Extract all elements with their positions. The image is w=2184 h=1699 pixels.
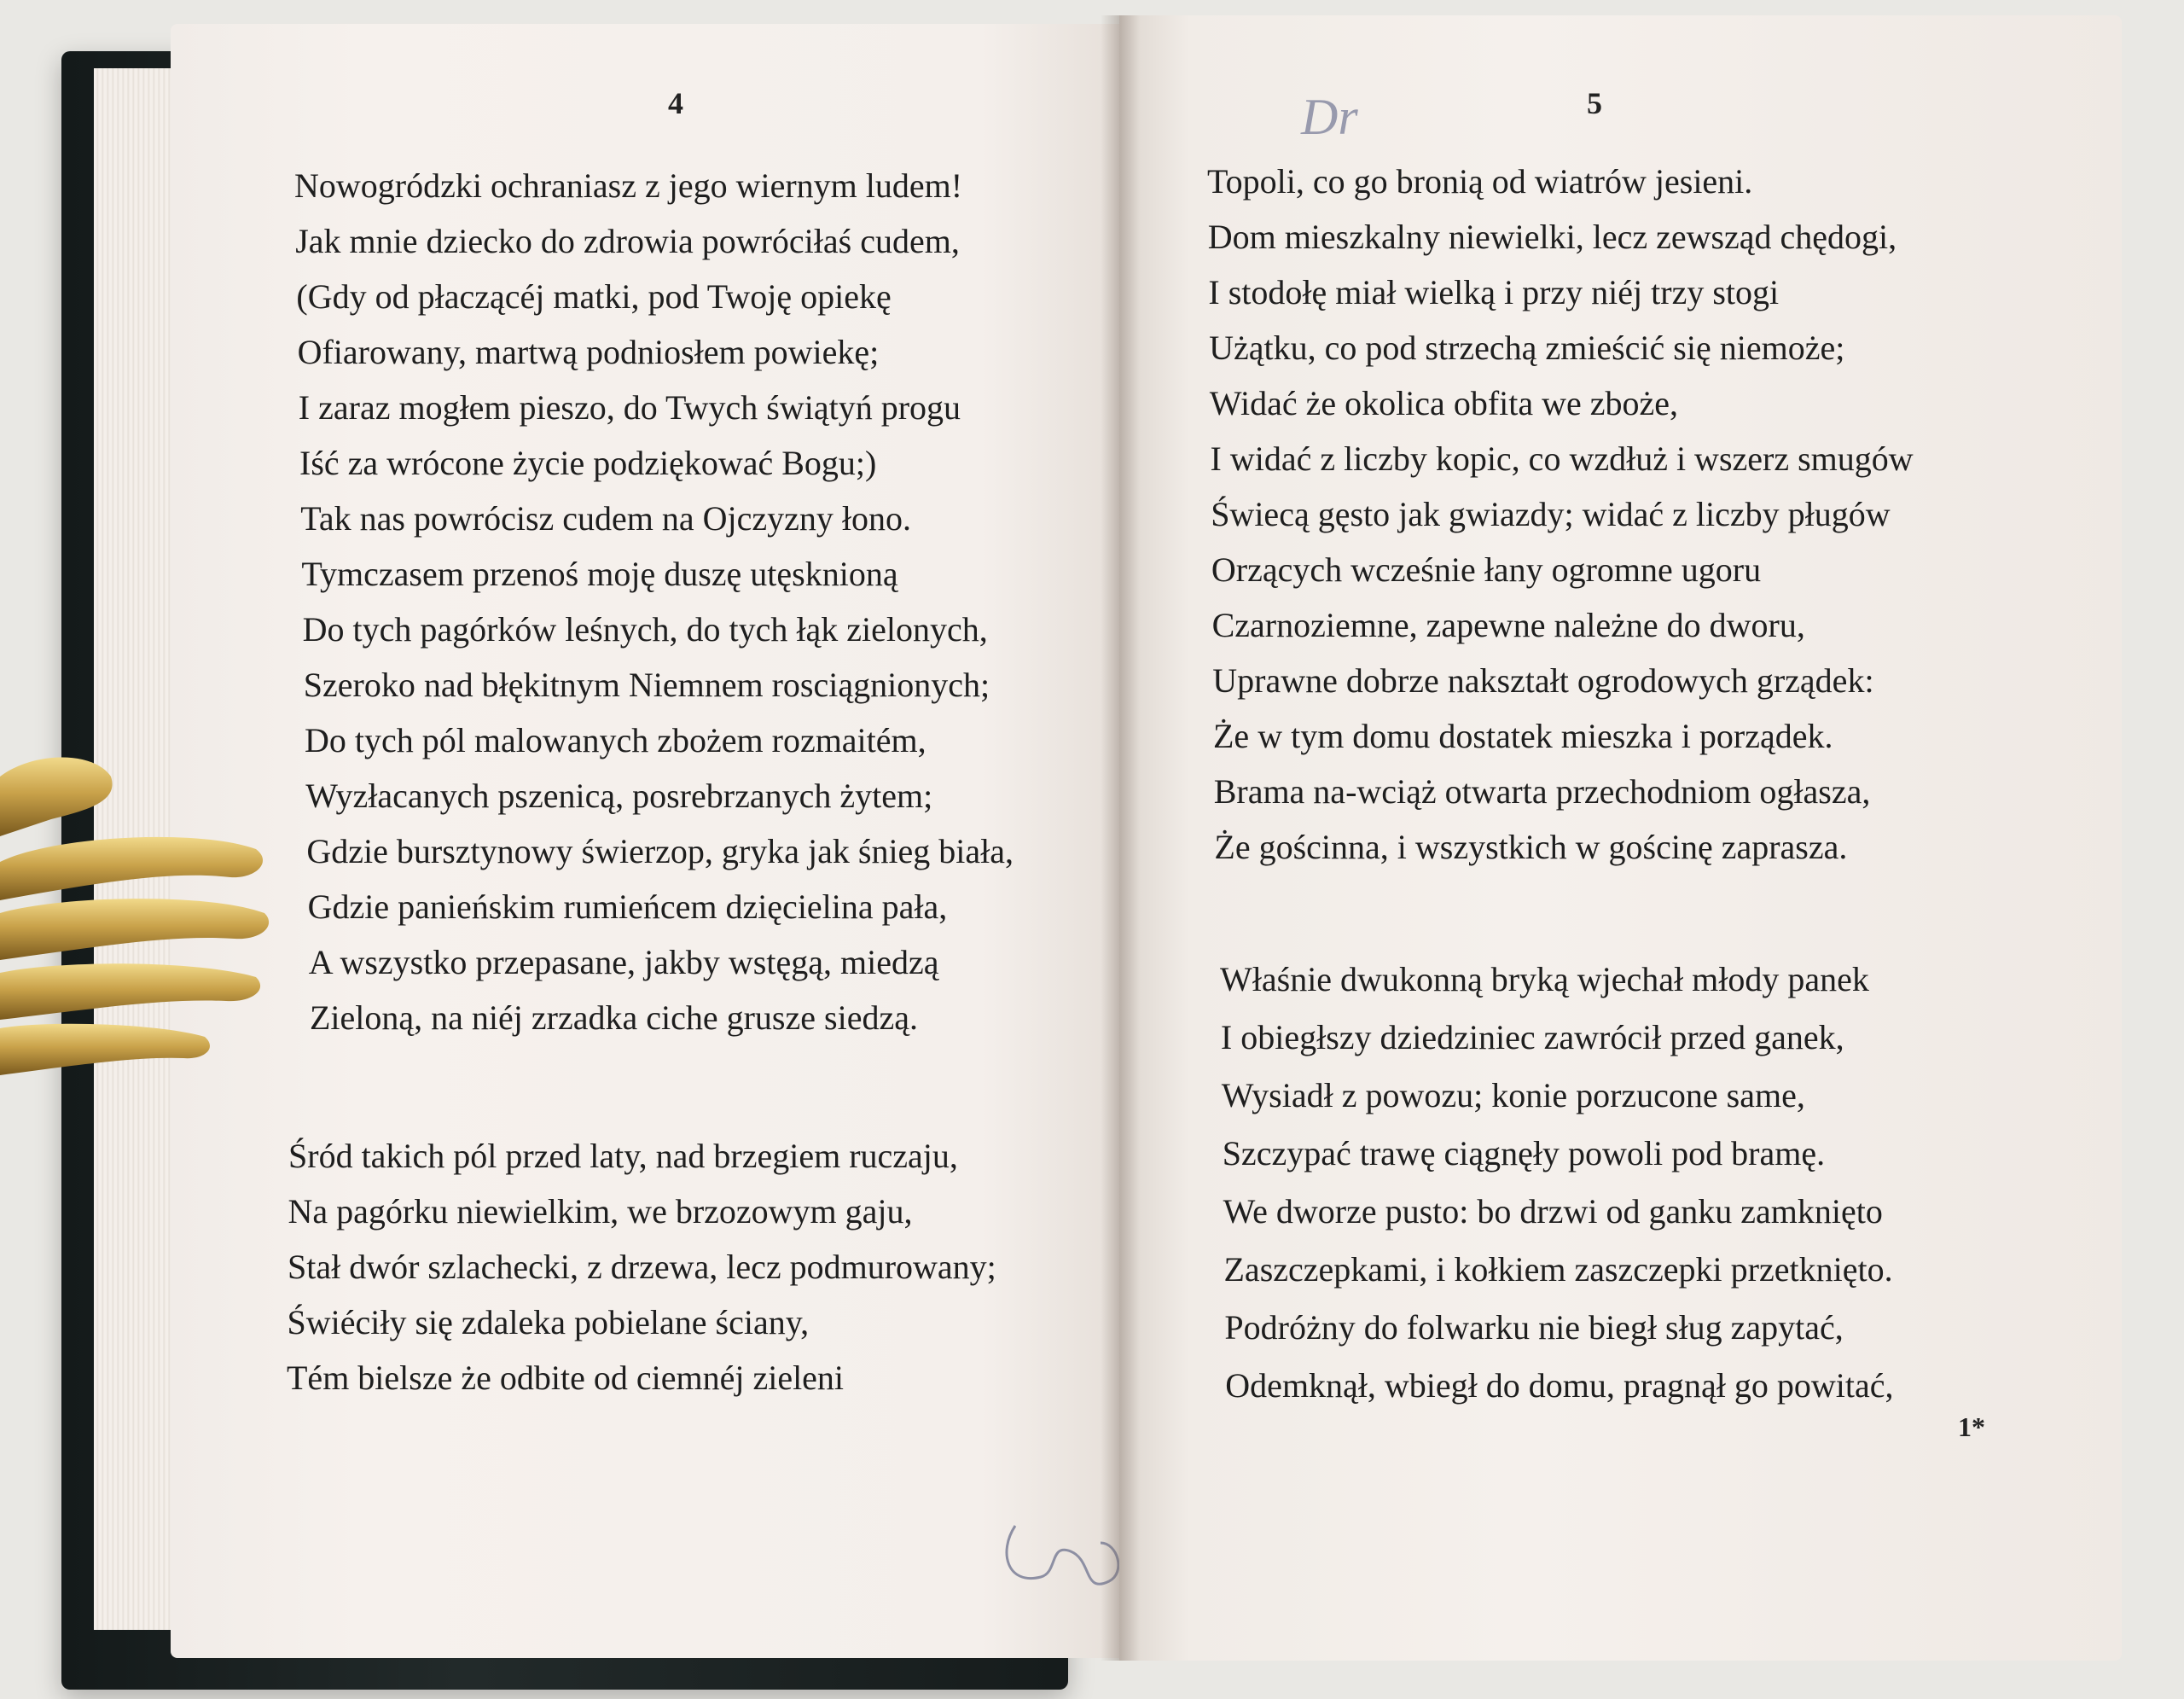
verse-line: Że gościnna, i wszystkich w gościnę zaprasza. bbox=[1214, 828, 1848, 866]
brass-hand-clip-icon bbox=[0, 742, 273, 1109]
verse-line: Iść za wrócone życie podziękować Bogu;) bbox=[299, 444, 877, 482]
verse-line: Szczypać trawę ciągnęły powoli pod bramę. bbox=[1222, 1134, 1826, 1172]
verse-line: Zaszczepkami, i kołkiem zaszczepki przetknięto. bbox=[1223, 1250, 1893, 1289]
verse-line: Do tych pól malowanych zbożem rozmaitém, bbox=[305, 721, 926, 759]
signature-mark: 1* bbox=[1958, 1411, 1985, 1442]
page-number-right: 5 bbox=[1587, 86, 1602, 120]
verse-line: Szeroko nad błękitnym Niemnem rosciągnionych; bbox=[303, 666, 990, 704]
verse-line: Wyzłacanych pszenicą, posrebrzanych żytem; bbox=[305, 777, 933, 815]
verse-line: Świecą gęsto jak gwiazdy; widać z liczby pługów bbox=[1211, 495, 1891, 533]
verse-line: Śród takich pól przed laty, nad brzegiem ruczaju, bbox=[288, 1137, 958, 1175]
verse-line: Uprawne dobrze nakształt ogrodowych grządek: bbox=[1212, 661, 1874, 700]
right-page bbox=[1119, 15, 2122, 1661]
verse-line: Zieloną, na niéj zrzadka ciche grusze siedzą. bbox=[310, 998, 918, 1037]
verse-line: Jak mnie dziecko do zdrowia powróciłaś cudem, bbox=[295, 222, 960, 260]
verse-line: Stał dwór szlachecki, z drzewa, lecz podmurowany; bbox=[288, 1248, 996, 1286]
verse-line: Tém bielsze że odbite od ciemnéj zieleni bbox=[287, 1359, 845, 1397]
verse-line: Gdzie bursztynowy świerzop, gryka jak śnieg biała, bbox=[306, 832, 1014, 870]
verse-line: Orzących wcześnie łany ogromne ugoru bbox=[1211, 550, 1762, 589]
verse-line: Że w tym domu dostatek mieszka i porządek. bbox=[1213, 717, 1833, 755]
verse-line: Brama na-wciąż otwarta przechodniom ogłasza, bbox=[1213, 772, 1871, 811]
verse-line: Do tych pagórków leśnych, do tych łąk zielonych, bbox=[302, 610, 988, 649]
verse-line: Gdzie panieńskim rumieńcem dzięcielina pała, bbox=[307, 887, 948, 926]
verse-line: I obiegłszy dziedziniec zawrócił przed ganek, bbox=[1220, 1018, 1844, 1056]
verse-line: Topoli, co go bronią od wiatrów jesieni. bbox=[1207, 162, 1753, 201]
verse-line: Nowogródzki ochraniasz z jego wiernym ludem! bbox=[294, 166, 963, 205]
verse-line: Tak nas powrócisz cudem na Ojczyzny łono. bbox=[300, 499, 912, 538]
verse-line: Świéciły się zdaleka pobielane ściany, bbox=[287, 1303, 810, 1341]
verse-line: Właśnie dwukonną bryką wjechał młody panek bbox=[1220, 960, 1869, 998]
page-number-left: 4 bbox=[668, 86, 683, 120]
verse-line: Ofiarowany, martwą podniosłem powiekę; bbox=[297, 333, 880, 371]
pencil-mark: Dr bbox=[1301, 89, 1358, 145]
verse-line: Czarnoziemne, zapewne należne do dworu, bbox=[1211, 606, 1805, 644]
verse-line: I zaraz mogłem pieszo, do Twych świątyń progu bbox=[298, 388, 961, 427]
verse-line: Dom mieszkalny niewielki, lecz zewsząd chędogi, bbox=[1207, 218, 1897, 256]
book-gutter bbox=[1101, 15, 1140, 1661]
verse-line: Odemknął, wbiegł do domu, pragnął go powitać, bbox=[1225, 1366, 1894, 1405]
verse-line: I stodołę miał wielką i przy niéj trzy stogi bbox=[1208, 273, 1780, 311]
left-page bbox=[171, 24, 1124, 1658]
verse-line: Widać że okolica obfita we zboże, bbox=[1209, 384, 1679, 422]
verse-line: Użątku, co pod strzechą zmieścić się niemoże; bbox=[1209, 329, 1845, 367]
verse-line: We dworze pusto: bo drzwi od ganku zamknięto bbox=[1223, 1192, 1883, 1231]
verse-line: Podróżny do folwarku nie biegł sług zapytać, bbox=[1224, 1308, 1844, 1347]
verse-line: Tymczasem przenoś moję duszę utęsknioną bbox=[301, 555, 898, 593]
verse-line: A wszystko przepasane, jakby wstęgą, miedzą bbox=[308, 943, 939, 981]
verse-line: Na pagórku niewielkim, we brzozowym gaju, bbox=[288, 1192, 913, 1231]
verse-line: Wysiadł z powozu; konie porzucone same, bbox=[1221, 1076, 1805, 1114]
verse-line: (Gdy od płaczącéj matki, pod Twoję opiekę bbox=[296, 277, 892, 316]
verse-line: I widać z liczby kopic, co wzdłuż i wszerz smugów bbox=[1210, 439, 1914, 478]
